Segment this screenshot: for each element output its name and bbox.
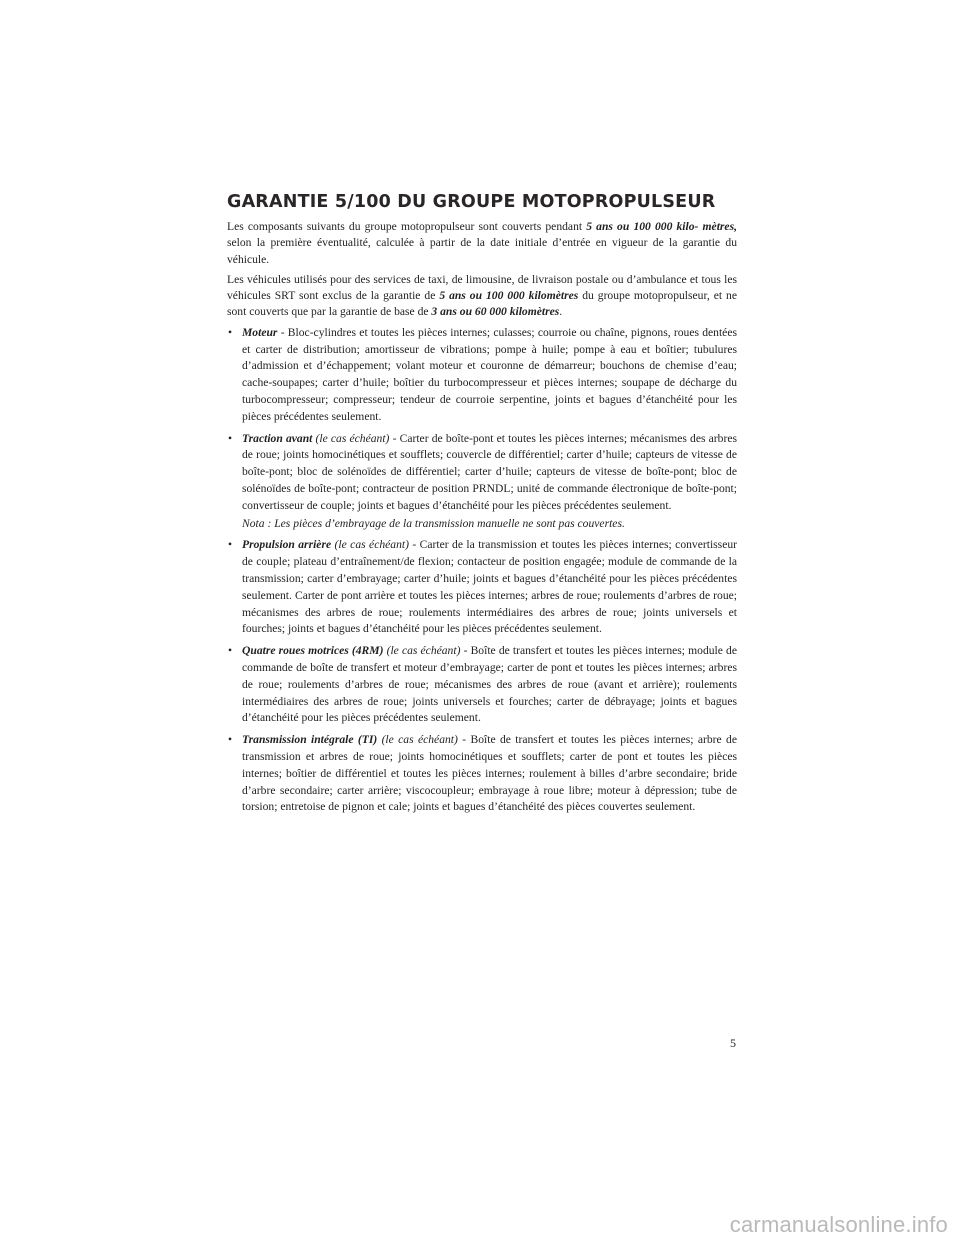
item-text: - Boîte de transfert et toutes les pièces internes; arbre de transmission et arbres de roue; joints homocinétiques et soufflets; carter de pont et toutes les pièces internes; boîtier de différentiel et toutes les pièces internes; roulement à billes d’arbre secondaire; bride d’arbre secondaire; carter arrière; viscocoupleur; embrayage à roue libre; moteur à dépression; tube de torsion; entretoise de pignon et cale; joints et bagues d’étanchéité des pièces couvertes seulement.: [242, 733, 737, 814]
list-item-moteur: [227, 325, 737, 426]
list-item-4rm: [227, 643, 737, 727]
item-label: Moteur: [242, 325, 278, 339]
page-content: [227, 191, 737, 821]
coverage-list: [227, 325, 737, 816]
intro-text: Les composants suivants du groupe motopropulseur sont couverts pendant: [227, 220, 587, 233]
bullet-glyph: •: [228, 644, 233, 658]
list-item-propulsion-arriere: [227, 537, 737, 638]
item-text: - Boîte de transfert et toutes les pièces internes; module de commande de boîte de transfert et moteur d’embrayage; carter de pont et toutes les pièces internes; arbres de roue; roulements d’arbres de roue; mécanismes des arbres de roue (avant et arrière); roulements intermédiaires des arbres de roue; joints universels et fourches; carter de débrayage; joints et bagues d’étanchéité pour les pièces précédentes seulement.: [242, 644, 737, 725]
item-label: Transmission intégrale (TI): [242, 733, 378, 747]
item-qualifier: (le cas échéant): [331, 538, 409, 552]
intro-text: Les véhicules utilisés pour des services de taxi, de limousine, de livraison postale ou d’ambulance et tous les véhicules SRT sont exclus de la garantie de: [227, 272, 737, 303]
intro-basic-term: 3 ans ou 60 000 kilomètres: [431, 305, 560, 319]
intro-text: du groupe motopropulseur, et ne sont couverts que par la garantie de base de: [227, 289, 737, 319]
intro-text: selon la première éventualité, calculée à partir de la date initiale d’entrée en vigueur de la garantie du véhicule.: [227, 236, 737, 266]
item-qualifier: (le cas échéant): [383, 644, 461, 658]
bullet-glyph: •: [228, 431, 233, 445]
item-label: Quatre roues motrices (4RM): [242, 644, 384, 658]
item-label: Propulsion arrière: [242, 538, 332, 552]
list-item-traction-avant: [227, 431, 737, 533]
intro-text: .: [559, 305, 563, 319]
intro-coverage-term: 5 ans ou 100 000 kilomètres: [439, 289, 579, 303]
item-qualifier: (le cas échéant): [312, 431, 390, 445]
bullet-glyph: •: [228, 538, 233, 552]
bullet-glyph: •: [228, 733, 233, 747]
intro-paragraph-1: [227, 219, 737, 268]
page-title: GARANTIE 5/100 DU GROUPE MOTOPROPULSEUR: [227, 192, 716, 212]
item-qualifier: (le cas échéant): [377, 733, 458, 747]
intro-coverage-term: 5 ans ou 100 000 kilo- mètres,: [586, 220, 737, 233]
bullet-glyph: •: [228, 325, 233, 339]
item-text: - Bloc-cylindres et toutes les pièces internes; culasses; courroie ou chaîne, pignons, roues dentées et carter de distribution; amortisseur de vibrations; pompe à huile; pompe à eau et boîtier; tubulures d’admission et d’échappement; volant moteur et couronne de démarreur; bouchons de chemise d’eau; cache-soupapes; carter d’huile; boîtier du turbocompresseur et pièces internes; soupape de décharge du turbocompresseur; compresseur; tendeur de courroie serpentine, joints et bagues d’étanchéité pour les pièces précédentes seulement.: [242, 325, 737, 423]
item-label: Traction avant: [242, 431, 313, 445]
watermark: carmanualsonline.info: [729, 1212, 948, 1237]
intro-paragraph-2: [227, 272, 737, 321]
item-text: - Carter de boîte-pont et toutes les pièces internes; mécanismes des arbres de roue; joints homocinétiques et soufflets; couvercle de différentiel; carter d’huile; capteurs de vitesse de boîte-pont; bloc de solénoïdes de différentiel; carter d’huile; capteurs de vitesse de boîte-pont; bloc de solénoïdes de boîte-pont; contracteur de position PRNDL; unité de commande électronique de boîte-pont; convertisseur de couple; joints et bagues d’étanchéité pour les pièces précédentes seulement.: [242, 431, 737, 512]
page-number: 5: [730, 1036, 736, 1050]
item-text: - Carter de la transmission et toutes les pièces internes; convertisseur de couple; plateau d’entraînement/de flexion; contacteur de position engagée; module de commande de la transmission; carter d’embrayage; carter d’huile; joints et bagues d’étanchéité pour les pièces précédentes seulement. Carter de pont arrière et toutes les pièces internes; arbres de roue; roulements d’arbres de roue; mécanismes des arbres de roue; roulements intermédiaires des arbres de roue; joints universels et fourches; joints et bagues d’étanchéité pour les pièces précédentes seulement.: [242, 538, 737, 636]
item-note: Nota : Les pièces d’embrayage de la transmission manuelle ne sont pas couvertes.: [242, 516, 625, 530]
list-item-ti: [227, 732, 737, 816]
